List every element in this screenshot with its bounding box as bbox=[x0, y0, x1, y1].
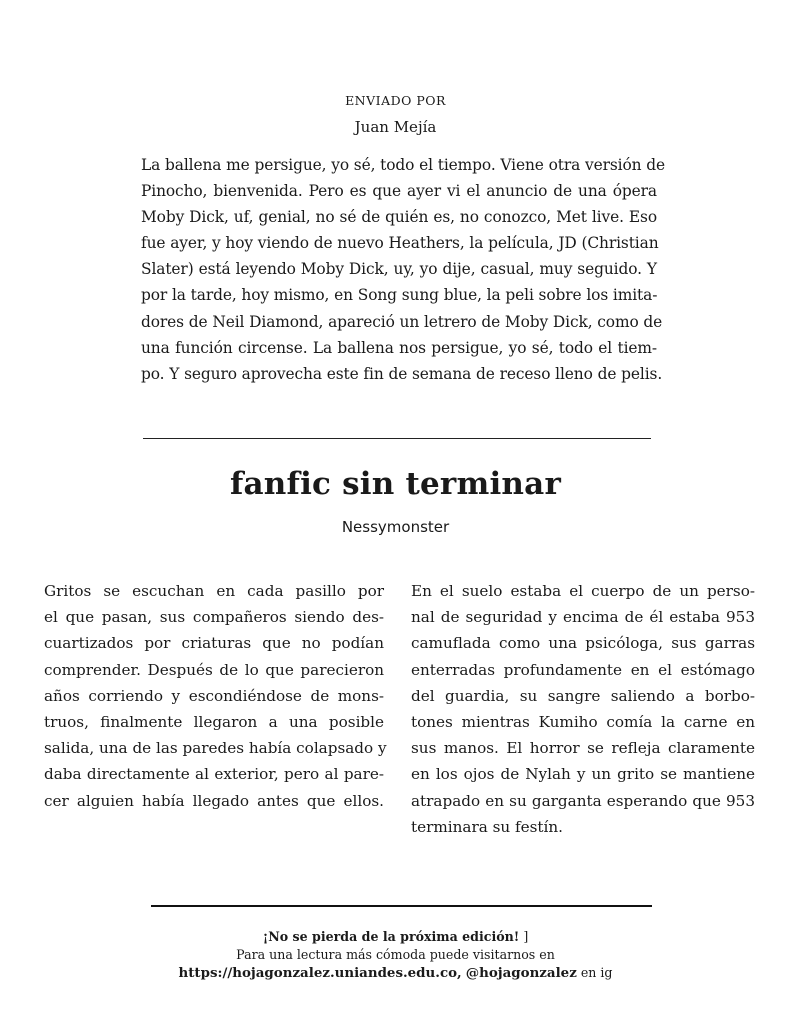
story1-line: Slater) está leyendo Moby Dick, uy, yo dije, casual, muy seguido. Y bbox=[141, 260, 657, 279]
story1-body bbox=[141, 152, 665, 387]
story2-left-column bbox=[44, 578, 387, 814]
story2-title: fanfic sin terminar bbox=[229, 466, 561, 502]
story2-line: En el suelo estaba el cuerpo de un perso- bbox=[411, 582, 755, 600]
footer-divider bbox=[151, 905, 652, 907]
story2-line: sus manos. El horror se refleja claramente bbox=[411, 739, 755, 758]
story2-line: comprender. Después de lo que parecieron bbox=[44, 660, 384, 679]
story1-line: una función circense. La ballena nos persigue, yo sé, todo el tiem- bbox=[141, 338, 657, 357]
footer bbox=[0, 928, 791, 982]
footer-visit-text: Para una lectura más cómoda puede visitarnos en bbox=[236, 947, 555, 962]
story2-line: daba directamente al exterior, pero al pare- bbox=[44, 765, 384, 784]
story2-line: nal de seguridad y encima de él estaba 953 bbox=[411, 608, 755, 627]
story2-line: del guardia, su sangre saliendo a borbo- bbox=[411, 686, 755, 705]
story2-line: enterradas profundamente en el estómago bbox=[411, 660, 755, 679]
story2-line: terminara su festín. bbox=[411, 817, 563, 836]
instagram-handle[interactable]: @hojagonzalez bbox=[465, 965, 577, 981]
story2-right-column bbox=[411, 578, 755, 840]
footer-bracket: ] bbox=[523, 929, 529, 944]
story1-line: dores de Neil Diamond, apareció un letrero de Moby Dick, como de bbox=[141, 312, 663, 331]
story1-line: por la tarde, hoy mismo, en Song sung blue, la peli sobre los imita- bbox=[141, 286, 658, 305]
section-divider bbox=[143, 438, 651, 439]
story2-line: truos, finalmente llegaron a una posible bbox=[44, 713, 384, 732]
footer-suffix: en ig bbox=[580, 965, 613, 980]
story2-line: salida, una de las paredes había colapsado y bbox=[44, 739, 387, 758]
footer-cta: ¡No se pierda de la próxima edición! bbox=[262, 929, 520, 944]
story2-author: Nessymonster bbox=[341, 518, 450, 536]
story1-author: Juan Mejía bbox=[354, 118, 437, 136]
footer-cta-line bbox=[0, 928, 791, 946]
story1-line: La ballena me persigue, yo sé, todo el tiempo. Viene otra versión de bbox=[141, 156, 665, 174]
story2-line: cuartizados por criaturas que no podían bbox=[44, 634, 384, 653]
story1-line: po. Y seguro aprovecha este fin de semana de receso lleno de pelis. bbox=[141, 364, 663, 383]
story2-line: tones mientras Kumiho comía la carne en bbox=[411, 713, 755, 732]
story2-line: Gritos se escuchan en cada pasillo por bbox=[44, 582, 384, 600]
story2-line: en los ojos de Nylah y un grito se mantiene bbox=[411, 765, 755, 784]
sent-by-label: ENVIADO POR bbox=[345, 93, 446, 108]
website-link[interactable]: https://hojagonzalez.uniandes.edu.co, bbox=[178, 965, 462, 981]
story2-line: camuflada como una psicóloga, sus garras bbox=[411, 634, 755, 653]
footer-links-line bbox=[0, 964, 791, 982]
story1-line: fue ayer, y hoy viendo de nuevo Heathers, la película, JD (Christian bbox=[141, 234, 659, 253]
story2-line: atrapado en su garganta esperando que 953 bbox=[411, 791, 755, 810]
story2-line: cer alguien había llegado antes que ellos. bbox=[44, 791, 384, 810]
story1-line: Pinocho, bienvenida. Pero es que ayer vi el anuncio de una ópera bbox=[141, 182, 657, 201]
story2-line: el que pasan, sus compañeros siendo des- bbox=[44, 608, 384, 627]
story1-line: Moby Dick, uf, genial, no sé de quién es, no conozco, Met live. Eso bbox=[141, 208, 657, 227]
story2-line: años corriendo y escondiéndose de mons- bbox=[44, 686, 384, 705]
